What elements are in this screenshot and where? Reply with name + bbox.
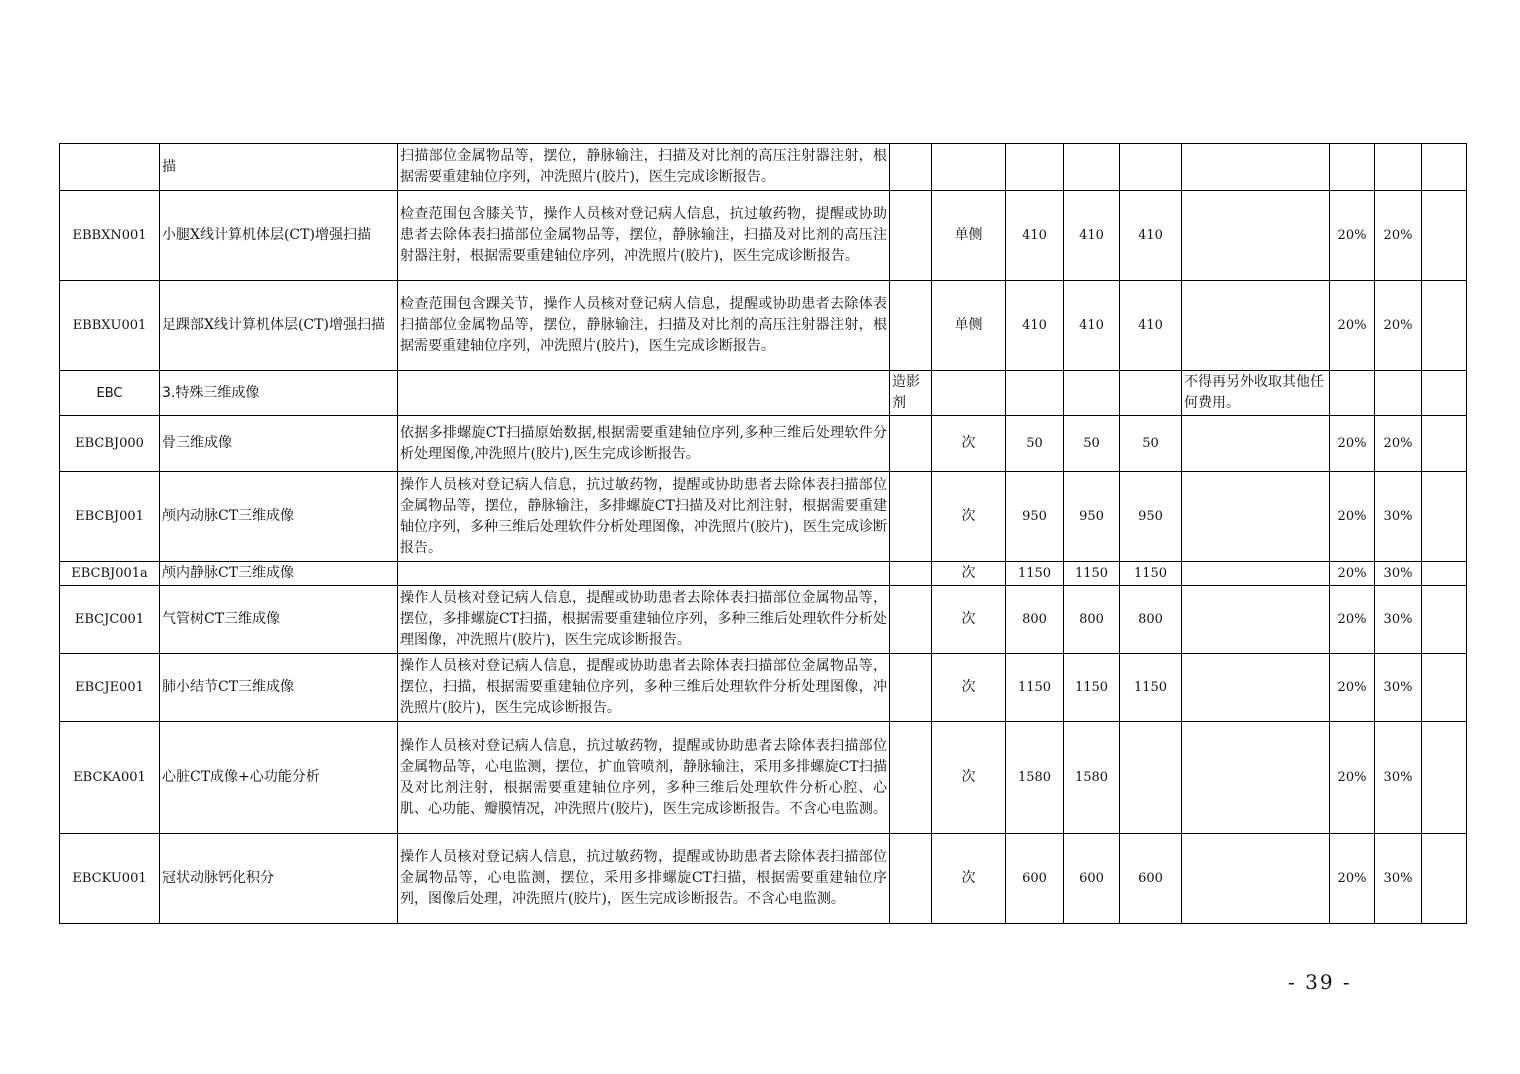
table-row (60, 416, 1467, 472)
item-code-cell: EBCBJ001 (60, 472, 160, 562)
price-level-2-cell: 800 (1064, 586, 1120, 654)
price-level-3-cell: 1150 (1120, 562, 1182, 586)
item-name-cell: 肺小结节CT三维成像 (160, 654, 398, 722)
item-content-cell: 操作人员核对登记病人信息，提醒或协助患者去除体表扫描部位金属物品等，摆位，扫描，根据需要重建轴位序列，多种三维后处理软件分析处理图像，冲洗照片(胶片)，医生完成诊断报告。 (398, 654, 890, 722)
excluded-content-cell: 造影剂 (890, 371, 932, 416)
excluded-content-cell (890, 834, 932, 924)
item-content-cell (398, 371, 890, 416)
ratio-2-cell (1375, 371, 1422, 416)
price-level-2-cell: 410 (1064, 281, 1120, 371)
unit-cell: 次 (932, 722, 1006, 834)
ratio-2-cell: 30% (1375, 562, 1422, 586)
remark-cell (1182, 144, 1330, 191)
price-level-2-cell (1064, 371, 1120, 416)
price-level-3-cell: 410 (1120, 191, 1182, 281)
excluded-content-cell (890, 281, 932, 371)
price-level-3-cell: 950 (1120, 472, 1182, 562)
table-row (60, 191, 1467, 281)
ratio-1-cell: 20% (1330, 834, 1375, 924)
ratio-2-cell: 30% (1375, 834, 1422, 924)
excluded-content-cell (890, 562, 932, 586)
item-code-cell: EBCKA001 (60, 722, 160, 834)
remark-cell (1182, 586, 1330, 654)
unit-cell: 次 (932, 654, 1006, 722)
item-name-cell: 小腿X线计算机体层(CT)增强扫描 (160, 191, 398, 281)
item-content-cell: 检查范围包含踝关节，操作人员核对登记病人信息，提醒或协助患者去除体表扫描部位金属物品等，摆位，静脉输注，扫描及对比剂的高压注射器注射，根据需要重建轴位序列，冲洗照片(胶片)，医生完成诊断报告。 (398, 281, 890, 371)
price-level-2-cell: 1580 (1064, 722, 1120, 834)
price-level-2-cell: 1150 (1064, 562, 1120, 586)
extra-cell (1422, 472, 1467, 562)
item-name-cell: 骨三维成像 (160, 416, 398, 472)
table-row (60, 654, 1467, 722)
price-level-3-cell (1120, 722, 1182, 834)
ratio-1-cell: 20% (1330, 586, 1375, 654)
item-code-cell: EBCJC001 (60, 586, 160, 654)
remark-cell (1182, 281, 1330, 371)
ratio-1-cell: 20% (1330, 472, 1375, 562)
excluded-content-cell (890, 191, 932, 281)
ratio-1-cell: 20% (1330, 416, 1375, 472)
item-name-cell: 气管树CT三维成像 (160, 586, 398, 654)
price-level-3-cell (1120, 144, 1182, 191)
item-content-cell: 依据多排螺旋CT扫描原始数据,根据需要重建轴位序列,多种三维后处理软件分析处理图像,冲洗照片(胶片),医生完成诊断报告。 (398, 416, 890, 472)
ratio-1-cell: 20% (1330, 281, 1375, 371)
remark-cell (1182, 191, 1330, 281)
ratio-2-cell: 20% (1375, 416, 1422, 472)
ratio-1-cell: 20% (1330, 191, 1375, 281)
extra-cell (1422, 654, 1467, 722)
ratio-1-cell: 20% (1330, 722, 1375, 834)
extra-cell (1422, 281, 1467, 371)
extra-cell (1422, 416, 1467, 472)
price-level-1-cell: 410 (1006, 281, 1064, 371)
item-code-cell: EBBXN001 (60, 191, 160, 281)
item-content-cell (398, 562, 890, 586)
price-level-2-cell: 950 (1064, 472, 1120, 562)
table-row (60, 586, 1467, 654)
price-level-1-cell (1006, 371, 1064, 416)
item-code-cell: EBCKU001 (60, 834, 160, 924)
excluded-content-cell (890, 586, 932, 654)
table-row (60, 834, 1467, 924)
remark-cell (1182, 654, 1330, 722)
unit-cell (932, 144, 1006, 191)
item-name-cell: 描 (160, 144, 398, 191)
item-code-cell: EBCBJ001a (60, 562, 160, 586)
item-name-cell: 心脏CT成像+心功能分析 (160, 722, 398, 834)
price-level-1-cell: 410 (1006, 191, 1064, 281)
price-level-2-cell: 410 (1064, 191, 1120, 281)
item-content-cell: 扫描部位金属物品等，摆位，静脉输注，扫描及对比剂的高压注射器注射，根据需要重建轴位序列，冲洗照片(胶片)，医生完成诊断报告。 (398, 144, 890, 191)
item-content-cell: 检查范围包含膝关节，操作人员核对登记病人信息，抗过敏药物，提醒或协助患者去除体表扫描部位金属物品等，摆位，静脉输注，扫描及对比剂的高压注射器注射，根据需要重建轴位序列，冲洗照片(胶片)，医生完成诊断报告。 (398, 191, 890, 281)
price-level-1-cell: 1150 (1006, 654, 1064, 722)
item-content-cell: 操作人员核对登记病人信息，抗过敏药物，提醒或协助患者去除体表扫描部位金属物品等，心电监测，摆位，采用多排螺旋CT扫描，根据需要重建轴位序列，图像后处理，冲洗照片(胶片)，医生完成诊断报告。不含心电监测。 (398, 834, 890, 924)
extra-cell (1422, 586, 1467, 654)
extra-cell (1422, 371, 1467, 416)
remark-cell (1182, 722, 1330, 834)
extra-cell (1422, 191, 1467, 281)
price-level-2-cell: 600 (1064, 834, 1120, 924)
item-content-cell: 操作人员核对登记病人信息，抗过敏药物，提醒或协助患者去除体表扫描部位金属物品等，摆位，静脉输注，多排螺旋CT扫描及对比剂注射，根据需要重建轴位序列，多种三维后处理软件分析处理图像，冲洗照片(胶片)，医生完成诊断报告。 (398, 472, 890, 562)
extra-cell (1422, 722, 1467, 834)
price-level-3-cell: 800 (1120, 586, 1182, 654)
remark-cell: 不得再另外收取其他任何费用。 (1182, 371, 1330, 416)
extra-cell (1422, 834, 1467, 924)
ratio-1-cell (1330, 144, 1375, 191)
extra-cell (1422, 562, 1467, 586)
price-level-3-cell: 50 (1120, 416, 1182, 472)
excluded-content-cell (890, 472, 932, 562)
excluded-content-cell (890, 144, 932, 191)
ratio-2-cell: 30% (1375, 654, 1422, 722)
price-level-1-cell: 1150 (1006, 562, 1064, 586)
remark-cell (1182, 834, 1330, 924)
remark-cell (1182, 472, 1330, 562)
ratio-1-cell (1330, 371, 1375, 416)
unit-cell: 次 (932, 472, 1006, 562)
unit-cell (932, 371, 1006, 416)
table-row (60, 722, 1467, 834)
table-row (60, 562, 1467, 586)
ratio-2-cell: 30% (1375, 722, 1422, 834)
unit-cell: 次 (932, 562, 1006, 586)
price-level-3-cell (1120, 371, 1182, 416)
price-level-1-cell: 800 (1006, 586, 1064, 654)
table-row (60, 371, 1467, 416)
unit-cell: 次 (932, 834, 1006, 924)
table-row (60, 144, 1467, 191)
price-level-2-cell: 50 (1064, 416, 1120, 472)
ratio-2-cell (1375, 144, 1422, 191)
ratio-2-cell: 20% (1375, 281, 1422, 371)
item-code-cell: EBCJE001 (60, 654, 160, 722)
item-name-cell: 颅内动脉CT三维成像 (160, 472, 398, 562)
price-table (59, 143, 1467, 924)
item-name-cell: 冠状动脉钙化积分 (160, 834, 398, 924)
unit-cell: 次 (932, 586, 1006, 654)
price-level-3-cell: 600 (1120, 834, 1182, 924)
ratio-2-cell: 30% (1375, 586, 1422, 654)
item-code-cell: EBBXU001 (60, 281, 160, 371)
price-level-2-cell: 1150 (1064, 654, 1120, 722)
item-code-cell: EBC (60, 371, 160, 416)
price-level-2-cell (1064, 144, 1120, 191)
price-level-3-cell: 410 (1120, 281, 1182, 371)
unit-cell: 单侧 (932, 281, 1006, 371)
table-row (60, 281, 1467, 371)
item-name-cell: 足踝部X线计算机体层(CT)增强扫描 (160, 281, 398, 371)
item-code-cell (60, 144, 160, 191)
extra-cell (1422, 144, 1467, 191)
item-content-cell: 操作人员核对登记病人信息，抗过敏药物，提醒或协助患者去除体表扫描部位金属物品等，心电监测，摆位，扩血管喷剂，静脉输注，采用多排螺旋CT扫描及对比剂注射，根据需要重建轴位序列，多种三维后处理软件分析心腔、心肌、心功能、瓣膜情况，冲洗照片(胶片)，医生完成诊断报告。不含心电监测。 (398, 722, 890, 834)
ratio-1-cell: 20% (1330, 562, 1375, 586)
item-name-cell: 颅内静脉CT三维成像 (160, 562, 398, 586)
price-level-1-cell: 600 (1006, 834, 1064, 924)
remark-cell (1182, 416, 1330, 472)
price-level-1-cell (1006, 144, 1064, 191)
unit-cell: 单侧 (932, 191, 1006, 281)
price-level-1-cell: 950 (1006, 472, 1064, 562)
item-code-cell: EBCBJ000 (60, 416, 160, 472)
ratio-1-cell: 20% (1330, 654, 1375, 722)
remark-cell (1182, 562, 1330, 586)
table-body (60, 144, 1467, 924)
price-level-1-cell: 1580 (1006, 722, 1064, 834)
table-row (60, 472, 1467, 562)
unit-cell: 次 (932, 416, 1006, 472)
excluded-content-cell (890, 722, 932, 834)
price-level-3-cell: 1150 (1120, 654, 1182, 722)
item-name-cell: 3.特殊三维成像 (160, 371, 398, 416)
excluded-content-cell (890, 416, 932, 472)
item-content-cell: 操作人员核对登记病人信息，提醒或协助患者去除体表扫描部位金属物品等，摆位，多排螺旋CT扫描，根据需要重建轴位序列，多种三维后处理软件分析处理图像，冲洗照片(胶片)，医生完成诊断报告。 (398, 586, 890, 654)
ratio-2-cell: 20% (1375, 191, 1422, 281)
excluded-content-cell (890, 654, 932, 722)
price-level-1-cell: 50 (1006, 416, 1064, 472)
ratio-2-cell: 30% (1375, 472, 1422, 562)
page-number: - 39 - (1288, 970, 1352, 994)
